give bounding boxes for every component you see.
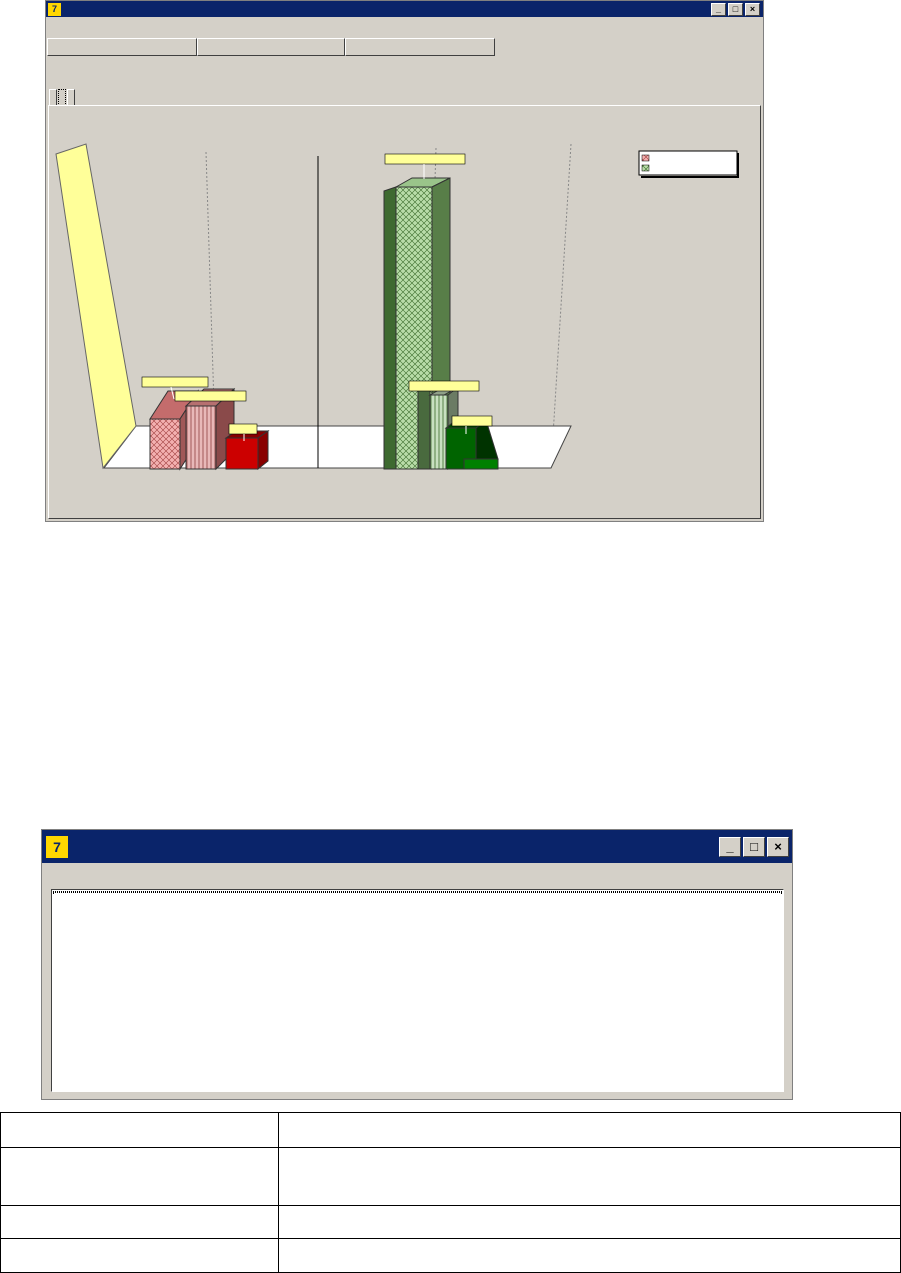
chart-legend — [639, 151, 739, 178]
app-logo-icon: 7 — [46, 836, 68, 858]
storage-window — [45, 0, 764, 522]
point-label-freespace-wormotg — [409, 381, 479, 391]
bar-reserve-imagejb1 — [226, 431, 268, 469]
close-button[interactable]: × — [745, 3, 760, 16]
empty-table — [0, 1112, 901, 1273]
title-bar — [42, 830, 792, 863]
table-cell — [1, 1239, 279, 1273]
point-label-freespace-imagejb1 — [175, 391, 246, 401]
jbtohd-report-window — [41, 829, 793, 1100]
maximize-button[interactable]: □ — [728, 3, 743, 16]
table-cell — [1, 1206, 279, 1239]
chart-svg — [46, 1, 765, 523]
list-item[interactable] — [53, 891, 782, 893]
table-cell — [279, 1206, 901, 1239]
minimize-button[interactable]: _ — [711, 3, 726, 16]
minimize-button[interactable]: _ — [719, 837, 741, 857]
maximize-button[interactable]: □ — [743, 837, 765, 857]
menu-bar — [42, 863, 792, 885]
table-cell — [279, 1113, 901, 1148]
table-cell — [279, 1148, 901, 1206]
report-listbox[interactable] — [51, 889, 784, 1092]
close-button[interactable]: × — [767, 837, 789, 857]
app-logo-icon: 7 — [48, 3, 61, 16]
table-cell — [1, 1113, 279, 1148]
table-cell — [279, 1239, 901, 1273]
table-cell — [1, 1148, 279, 1206]
